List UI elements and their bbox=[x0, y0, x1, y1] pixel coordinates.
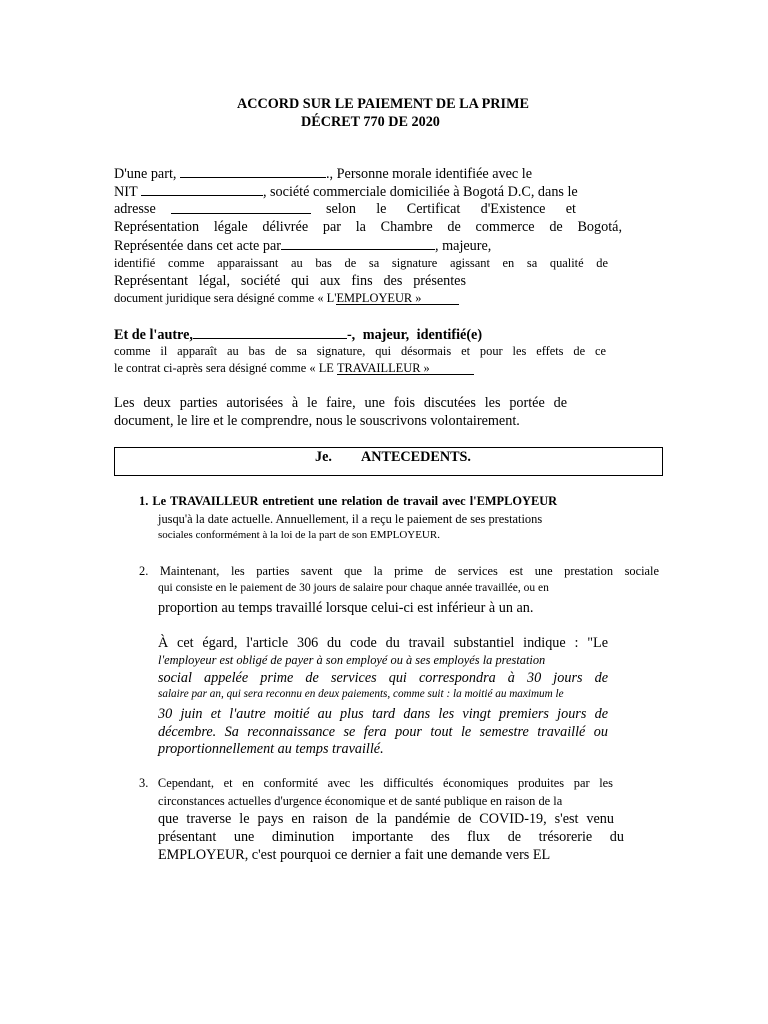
party2-line3 bbox=[114, 362, 474, 375]
party1-text: document juridique sera désigné comme « L' bbox=[114, 291, 337, 305]
party1-text: ., Personne morale identifiée avec le bbox=[325, 166, 533, 182]
party1-line5 bbox=[114, 238, 491, 253]
item3-line3: que traverse le pays en raison de la pandémie de COVID-19, s'est venu bbox=[158, 811, 614, 827]
party1-line7: Représentant légal, société qui aux fins des présentes bbox=[114, 273, 466, 289]
blank-worker[interactable] bbox=[193, 327, 347, 339]
item3-line2: circonstances actuelles d'urgence économique et de santé publique en raison de la bbox=[158, 794, 563, 808]
quote-line5: 30 juin et l'autre moitié au plus tard dans les vingt premiers jours de bbox=[158, 706, 608, 722]
blank-address[interactable] bbox=[171, 202, 311, 214]
quote-line3: social appelée prime de services qui correspondra à 30 jours de bbox=[158, 670, 608, 686]
party2-text: -, majeur, identifié(e) bbox=[346, 327, 483, 343]
party1-line3 bbox=[114, 202, 576, 216]
party1-line4: Représentation légale délivrée par la Chambre de commerce de Bogotá, bbox=[114, 219, 622, 235]
item1-line3: sociales conformément à la loi de la part de son EMPLOYEUR. bbox=[158, 529, 440, 541]
item3-line5: EMPLOYEUR, c'est pourquoi ce dernier a fait une demande vers EL bbox=[158, 847, 551, 863]
quote-line4: salaire par an, qui sera reconnu en deux paiements, comme suit : la moitié au maximum le bbox=[158, 688, 564, 700]
party1-text: Représentée dans cet acte par bbox=[114, 238, 282, 254]
section-number: Je. bbox=[315, 449, 332, 465]
party1-text: , majeure, bbox=[435, 238, 492, 254]
party1-text: selon le Certificat d'Existence et bbox=[325, 201, 576, 217]
party1-line1 bbox=[114, 166, 532, 181]
party1-line8 bbox=[114, 292, 459, 305]
intro-line2: document, le lire et le comprendre, nous le souscrivons volontairement. bbox=[114, 413, 520, 429]
document-title: ACCORD SUR LE PAIEMENT DE LA PRIME bbox=[237, 96, 529, 112]
party1-text: NIT bbox=[114, 184, 138, 200]
item1-line1: 1. Le TRAVAILLEUR entretient une relation de travail avec l'EMPLOYEUR bbox=[139, 494, 558, 508]
party1-text: D'une part, bbox=[114, 166, 177, 182]
party1-line2 bbox=[114, 184, 578, 199]
section-title: ANTECEDENTS. bbox=[361, 449, 471, 465]
quote-line7: proportionnellement au temps travaillé. bbox=[158, 741, 384, 757]
party2-line1 bbox=[114, 327, 482, 342]
party1-line6: identifié comme apparaissant au bas de sa signature agissant en sa qualité de bbox=[114, 256, 608, 270]
document-subtitle: DÉCRET 770 DE 2020 bbox=[301, 114, 440, 130]
party2-text: Et de l'autre, bbox=[114, 327, 193, 343]
blank-company-name[interactable] bbox=[180, 166, 326, 178]
worker-designation: TRAVAILLEUR » bbox=[337, 362, 474, 375]
party1-text: adresse bbox=[114, 201, 156, 217]
item3-line4: présentant une diminution importante des flux de trésorerie du bbox=[158, 829, 624, 845]
blank-nit[interactable] bbox=[141, 184, 263, 196]
blank-representative[interactable] bbox=[281, 238, 435, 250]
item3-line1: 3. Cependant, et en conformité avec les difficultés économiques produites par les bbox=[139, 776, 613, 790]
quote-line2: l'employeur est obligé de payer à son employé ou à ses employés la prestation bbox=[158, 653, 546, 667]
quote-line6: décembre. Sa reconnaissance se fera pour tout le semestre travaillé ou bbox=[158, 724, 608, 740]
intro-line1: Les deux parties autorisées à le faire, une fois discutées les portée de bbox=[114, 395, 567, 411]
party1-text: , société commerciale domiciliée à Bogotá D.C, dans le bbox=[262, 184, 578, 200]
party2-text: le contrat ci-après sera désigné comme « LE bbox=[114, 361, 337, 375]
quote-line1: À cet égard, l'article 306 du code du travail substantiel indique : "Le bbox=[158, 635, 608, 651]
item2-line3: proportion au temps travaillé lorsque celui-ci est inférieur à un an. bbox=[158, 600, 534, 616]
item1-line2: jusqu'à la date actuelle. Annuellement, il a reçu le paiement de ses prestations bbox=[158, 512, 543, 526]
employer-designation: EMPLOYEUR » bbox=[336, 292, 459, 305]
party2-line2: comme il apparaît au bas de sa signature, qui désormais et pour les effets de ce bbox=[114, 344, 606, 358]
item2-line2: qui consiste en le paiement de 30 jours de salaire pour chaque année travaillée, ou en bbox=[158, 582, 549, 594]
item2-line1: 2. Maintenant, les parties savent que la prime de services est une prestation sociale bbox=[139, 564, 659, 578]
